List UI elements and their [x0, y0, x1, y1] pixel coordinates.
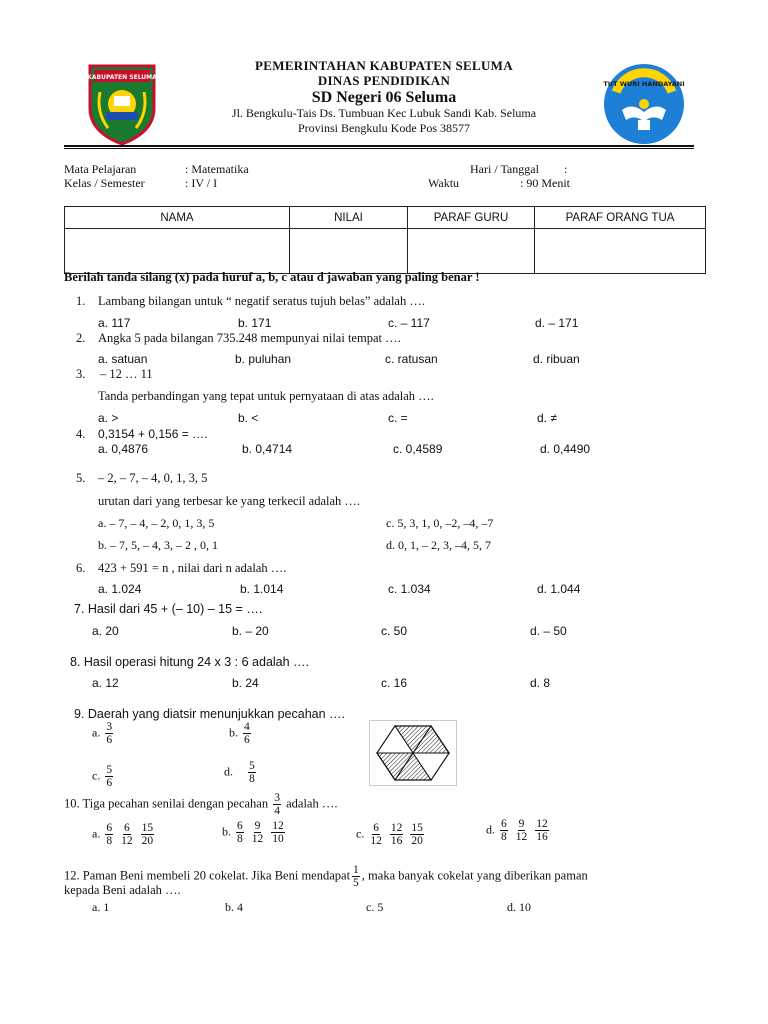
q2-option-a[interactable]: a. satuan: [98, 352, 148, 366]
q1-option-c[interactable]: c. – 117: [388, 316, 430, 330]
numerator: 6: [237, 820, 243, 832]
address-line-1: Jl. Bengkulu-Tais Ds. Tumbuan Kec Lubuk Sandi Kab. Seluma: [231, 106, 537, 120]
q7-text: 7. Hasil dari 45 + (– 10) – 15 = ….: [74, 602, 263, 616]
q8-option-c[interactable]: c. 16: [381, 676, 408, 690]
q5-text2: urutan dari yang terbesar ke yang terkecil adalah ….: [98, 494, 361, 508]
q10-c-label: c.: [356, 826, 365, 841]
q4-option-d[interactable]: d. 0,4490: [540, 442, 591, 456]
subject-value: : Matematika: [185, 162, 249, 176]
hexagon-figure: [369, 720, 457, 786]
q1-option-b[interactable]: b. 171: [238, 316, 272, 330]
instruction: Berilah tanda silang (x) pada huruf a, b, c atau d jawaban yang paling benar !: [64, 270, 480, 284]
q8-text: 8. Hasil operasi hitung 24 x 3 : 6 adalah ….: [70, 655, 310, 669]
q2-text: Angka 5 pada bilangan 735.248 mempunyai nilai tempat ….: [98, 331, 401, 345]
q3-option-c[interactable]: c. =: [388, 411, 408, 425]
q7-option-a[interactable]: a. 20: [92, 624, 119, 638]
q5-option-a[interactable]: a. – 7, – 4, – 2, 0, 1, 3, 5: [98, 516, 215, 530]
q9-text: 9. Daerah yang diatsir menunjukkan pecahan ….: [74, 707, 345, 721]
q9-option-d[interactable]: [224, 760, 258, 785]
denominator: 8: [501, 831, 507, 844]
q1-text: Lambang bilangan untuk “ negatif seratus tujuh belas” adalah ….: [98, 294, 425, 308]
col-paraf-orang-tua: PARAF ORANG TUA: [535, 207, 706, 229]
q4-option-a[interactable]: a. 0,4876: [98, 442, 149, 456]
numerator: 4: [244, 721, 250, 733]
denominator: 6: [244, 734, 250, 747]
q10-a-label: a.: [92, 826, 101, 841]
q10-option-b[interactable]: [222, 820, 287, 845]
q9-a-label: a.: [92, 725, 101, 740]
q6-option-a[interactable]: a. 1.024: [98, 582, 142, 596]
numerator: 12: [390, 822, 403, 834]
q6-text: 423 + 591 = n , nilai dari n adalah ….: [98, 561, 287, 575]
q10-fraction: [251, 820, 265, 845]
denominator: 12: [370, 835, 382, 848]
q2-option-d[interactable]: d. ribuan: [533, 352, 580, 366]
q10-option-c[interactable]: [356, 822, 426, 847]
q9-d-label: d.: [224, 764, 233, 779]
q4-text: 0,3154 + 0,156 = ….: [98, 427, 208, 441]
q2-number: 2.: [76, 331, 86, 345]
q10-fraction: [369, 822, 383, 847]
denominator: 12: [515, 831, 528, 844]
numerator: 6: [373, 822, 379, 834]
denominator: 6: [106, 734, 113, 747]
svg-text:KABUPATEN SELUMA: KABUPATEN SELUMA: [87, 74, 157, 81]
q1-number: 1.: [76, 294, 86, 308]
col-nilai: NILAI: [290, 207, 408, 229]
class-value: : IV / I: [185, 176, 218, 190]
department-title: DINAS PENDIDIKAN: [317, 73, 451, 88]
q6-option-c[interactable]: c. 1.034: [388, 582, 431, 596]
time-value: : 90 Menit: [520, 176, 570, 190]
q4-number: 4.: [76, 427, 86, 441]
q12-text2: kepada Beni adalah ….: [64, 883, 181, 897]
q10-fraction: [271, 820, 285, 845]
numerator: 15: [411, 822, 423, 834]
q4-option-b[interactable]: b. 0,4714: [242, 442, 293, 456]
denominator: 20: [141, 835, 154, 848]
denominator: 6: [106, 777, 113, 790]
address-line-2: Provinsi Bengkulu Kode Pos 38577: [297, 121, 470, 135]
q9-option-c[interactable]: [92, 764, 115, 789]
q9-d-fraction: [248, 760, 256, 785]
day-value: :: [564, 162, 568, 176]
numerator: 3: [274, 792, 280, 804]
q9-a-fraction: [105, 721, 113, 746]
denominator: 8: [249, 773, 255, 786]
time-label: Waktu: [428, 176, 460, 190]
q3-option-a[interactable]: a. >: [98, 411, 119, 425]
q5-option-b[interactable]: b. – 7, 5, – 4, 3, – 2 , 0, 1: [98, 538, 218, 552]
denominator: 16: [536, 831, 548, 844]
q10-fraction: [273, 792, 281, 817]
q6-option-b[interactable]: b. 1.014: [240, 582, 284, 596]
q9-b-fraction: [243, 721, 251, 746]
q1-option-a[interactable]: a. 117: [98, 316, 131, 330]
q1-option-d[interactable]: d. – 171: [535, 316, 579, 330]
q10-fraction: [410, 822, 424, 847]
denominator: 5: [353, 877, 359, 890]
denominator: 8: [106, 835, 113, 848]
paraf-orang-tua-cell[interactable]: [535, 229, 706, 274]
numerator: 9: [254, 820, 261, 832]
q3-number: 3.: [76, 367, 86, 381]
numerator: 15: [141, 822, 154, 834]
q3-text: – 12 … 11: [100, 367, 153, 381]
q9-c-fraction: [105, 764, 113, 789]
numerator: 9: [518, 818, 525, 830]
numerator: 6: [106, 822, 113, 834]
q12-option-a[interactable]: a. 1: [92, 900, 110, 914]
subject-label: Mata Pelajaran: [64, 162, 137, 176]
numerator: 1: [353, 864, 359, 876]
col-paraf-guru: PARAF GURU: [408, 207, 535, 229]
q5-text: – 2, – 7, – 4, 0, 1, 3, 5: [98, 471, 208, 485]
q6-option-d[interactable]: d. 1.044: [537, 582, 581, 596]
gov-title: PEMERINTAHAN KABUPATEN SELUMA: [255, 58, 513, 73]
day-label: Hari / Tanggal: [470, 162, 539, 176]
q2-option-c[interactable]: c. ratusan: [385, 352, 438, 366]
q10-fraction: [141, 822, 155, 847]
denominator: 12: [251, 833, 264, 846]
q5-option-d[interactable]: d. 0, 1, – 2, 3, –4, 5, 7: [386, 538, 491, 552]
q10-fraction: [236, 820, 244, 845]
q10-text-pre: 10. Tiga pecahan senilai dengan pecahan: [64, 796, 269, 811]
q10-fraction: [390, 822, 404, 847]
q10-fraction: [120, 822, 134, 847]
col-nama: NAMA: [65, 207, 290, 229]
numerator: 5: [249, 760, 255, 772]
numerator: 5: [106, 764, 113, 776]
denominator: 20: [411, 835, 423, 848]
numerator: 12: [272, 820, 284, 832]
q4-option-c[interactable]: c. 0,4589: [393, 442, 443, 456]
q12-text-post: , maka banyak cokelat yang diberikan paman: [361, 868, 588, 883]
q10-fraction: [105, 822, 113, 847]
numerator: 12: [536, 818, 548, 830]
q12-option-d[interactable]: d. 10: [507, 900, 531, 914]
q12-option-c[interactable]: c. 5: [366, 900, 384, 914]
q7-option-b[interactable]: b. – 20: [232, 624, 269, 638]
school-name: SD Negeri 06 Seluma: [311, 89, 457, 106]
q3-option-b[interactable]: b. <: [238, 411, 259, 425]
q10-d-label: d.: [486, 822, 495, 837]
class-label: Kelas / Semester: [64, 176, 145, 190]
q10-option-d[interactable]: [486, 818, 551, 843]
q8-option-d[interactable]: d. 8: [530, 676, 551, 690]
q9-option-a[interactable]: [92, 721, 115, 746]
q7-option-c[interactable]: c. 50: [381, 624, 408, 638]
q5-option-c[interactable]: c. 5, 3, 1, 0, –2, –4, –7: [386, 516, 494, 530]
numerator: 6: [501, 818, 507, 830]
q3-option-d[interactable]: d. ≠: [537, 411, 557, 425]
denominator: 16: [390, 835, 403, 848]
q6-number: 6.: [76, 561, 86, 575]
student-identity-table: [64, 206, 706, 274]
nama-cell[interactable]: [65, 229, 290, 274]
numerator: 6: [123, 822, 130, 834]
denominator: 4: [274, 805, 280, 818]
q10-fraction: [500, 818, 508, 843]
svg-text:TUT WURI HANDAYANI: TUT WURI HANDAYANI: [603, 80, 685, 88]
denominator: 12: [121, 835, 133, 848]
nilai-cell[interactable]: [290, 229, 408, 274]
q12-text-pre: 12. Paman Beni membeli 20 cokelat. Jika Beni mendapat: [64, 868, 351, 883]
q2-option-b[interactable]: b. puluhan: [235, 352, 292, 366]
q9-b-label: b.: [229, 725, 238, 740]
q12-option-b[interactable]: b. 4: [225, 900, 243, 914]
q10-fraction: [535, 818, 549, 843]
q10-b-label: b.: [222, 824, 231, 839]
q10-fraction: [515, 818, 529, 843]
q10-text-post: adalah ….: [286, 796, 338, 811]
q9-c-label: c.: [92, 768, 101, 783]
q10-text: [64, 792, 337, 817]
q3-text2: Tanda perbandingan yang tepat untuk pernyataan di atas adalah ….: [98, 389, 434, 403]
q7-option-d[interactable]: d. – 50: [530, 624, 567, 638]
denominator: 10: [272, 833, 284, 846]
q9-option-b[interactable]: [229, 721, 253, 746]
q5-number: 5.: [76, 471, 86, 485]
denominator: 8: [237, 833, 243, 846]
q8-option-a[interactable]: a. 12: [92, 676, 119, 690]
header-divider: [64, 145, 694, 149]
q8-option-b[interactable]: b. 24: [232, 676, 259, 690]
q10-option-a[interactable]: [92, 822, 156, 847]
q12-fraction: [352, 864, 360, 889]
numerator: 3: [106, 721, 113, 733]
paraf-guru-cell[interactable]: [408, 229, 535, 274]
